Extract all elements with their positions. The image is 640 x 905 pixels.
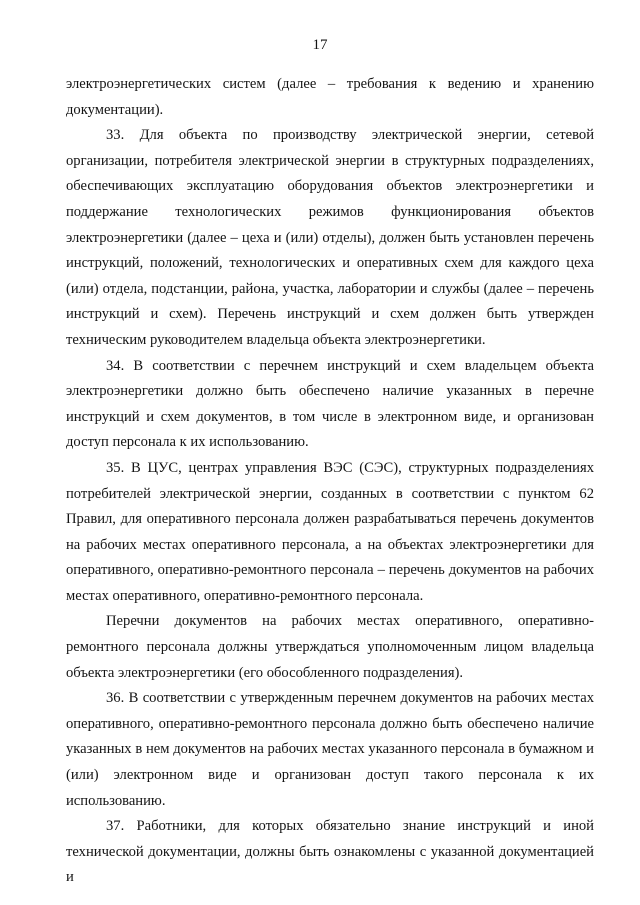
document-body: [66, 72, 594, 891]
paragraph-item-37: 37. Работники, для которых обязательно знание инструкций и иной технической документации, должны быть ознакомлены с указанной документацией и: [66, 818, 594, 886]
paragraph-item-34: 34. В соответствии с перечнем инструкций и схем владельцем объекта электроэнергетики должно быть обеспечено наличие указанных в перечне инструкций и схем документов, в том числе в электронном виде, и организован доступ персонала к их использованию.: [66, 357, 594, 451]
paragraph-continuation: электроэнергетических систем (далее – требования к ведению и хранению документации).: [66, 76, 594, 118]
page-number: 17: [312, 37, 328, 53]
paragraph-item-35-continuation: Перечни документов на рабочих местах оперативного, оперативно-ремонтного персонала должны утверждаться уполномоченным лицом владельца объекта электроэнергетики (его обособленного подразделения).: [66, 613, 594, 681]
paragraph-item-33: 33. Для объекта по производству электрической энергии, сетевой организации, потребителя электрической энергии в структурных подразделениях, обеспечивающих эксплуатацию оборудования объектов электроэнергетики и поддержание технологических режимов функционирования объектов электроэнергетики (далее – цеха и (или) отделы), должен быть установлен перечень инструкций, положений, технологических и оперативных схем для каждого цеха (или) отдела, подстанции, района, участка, лаборатории и службы (далее – перечень инструкций и схем). Перечень инструкций и схем должен быть утвержден техническим руководителем владельца объекта электроэнергетики.: [66, 127, 594, 348]
paragraph-item-36: 36. В соответствии с утвержденным перечнем документов на рабочих местах оперативного, оперативно-ремонтного персонала должно быть обеспечено наличие указанных в нем документов на рабочих местах указанного персонала в бумажном и (или) электронном виде и организован доступ такого персонала к их использованию.: [66, 690, 594, 809]
paragraph-item-35: 35. В ЦУС, центрах управления ВЭС (СЭС), структурных подразделениях потребителей электрической энергии, созданных в соответствии с пунктом 62 Правил, для оперативного персонала должен разрабатываться перечень документов на рабочих местах оперативного персонала, а на объектах электроэнергетики для оперативного, оперативно-ремонтного персонала – перечень документов на рабочих местах оперативного, оперативно-ремонтного персонала.: [66, 459, 594, 604]
